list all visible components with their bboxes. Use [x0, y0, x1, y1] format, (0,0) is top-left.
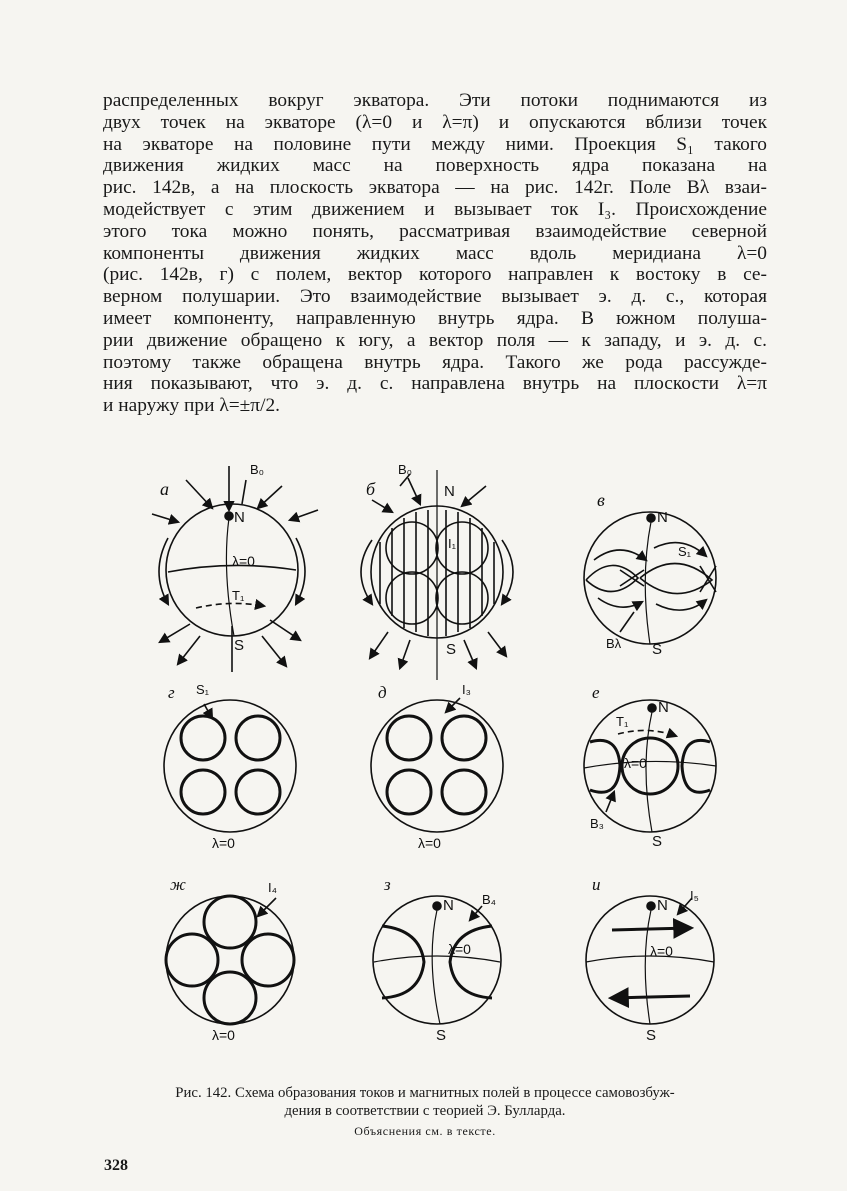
figure-caption — [80, 1084, 770, 1140]
figure-142 — [0, 445, 847, 1075]
panel-label-z: з — [384, 875, 391, 894]
label-lambda: λ=0 — [624, 755, 647, 771]
caption-line: дения в соответствии с теорией Э. Булларда. — [284, 1103, 566, 1119]
label-north: N — [444, 483, 455, 500]
label-i4: I₄ — [268, 880, 277, 895]
text-line: рис. 142в, а на плоскость экватора — на рис. 142г. Поле Bλ взаи- — [103, 177, 767, 199]
panel-label-g: г — [168, 683, 175, 702]
label-lambda: λ=0 — [448, 941, 471, 957]
label-south: S — [234, 637, 245, 654]
panel-label-zh: ж — [170, 875, 186, 894]
text-line: верном полушарии. Это взаимодействие вызывает э. д. с., которая — [103, 286, 767, 308]
panel-label-e: е — [592, 683, 600, 702]
label-north: N — [443, 897, 454, 914]
text-line: модействует с этим движением и вызывает ток I₃. Происхождение — [103, 198, 767, 220]
label-south: S — [652, 641, 663, 658]
text-line: (рис. 142в, г) с полем, вектор которого направлен к востоку в се- — [103, 264, 767, 286]
label-north: N — [658, 699, 669, 716]
text-line: компоненты движения жидких масс вдоль меридиана λ=0 — [103, 242, 767, 264]
page-number: 328 — [104, 1157, 128, 1174]
label-lambda: λ=0 — [232, 553, 255, 569]
label-s1: S₁ — [196, 682, 210, 697]
text-line: распределенных вокруг экватора. Эти потоки поднимаются из — [103, 90, 767, 111]
label-t1: T₁ — [232, 588, 245, 603]
panel-g — [164, 700, 296, 832]
panel-b — [361, 470, 513, 680]
text-line: на экваторе на половине пути между ними. Проекция S₁ такого — [103, 133, 767, 155]
label-b4: B₄ — [482, 892, 496, 907]
label-t1: T₁ — [616, 714, 629, 729]
label-s1: S₁ — [678, 544, 692, 559]
label-b0: B₀ — [250, 462, 265, 477]
label-i5: I₅ — [690, 888, 699, 903]
label-north: N — [657, 509, 668, 526]
label-lambda: λ=0 — [418, 835, 441, 851]
text-line: рии движение обращено к югу, а вектор поля — к западу, и э. д. с. — [103, 329, 767, 351]
panel-e — [584, 700, 716, 832]
label-north: N — [234, 509, 245, 526]
body-text — [103, 90, 767, 417]
panel-zh — [166, 896, 294, 1024]
caption-note: Объяснения см. в тексте. — [354, 1124, 496, 1138]
label-b0: B₀ — [398, 462, 413, 477]
label-lambda: λ=0 — [650, 943, 673, 959]
caption-line: Рис. 142. Схема образования токов и магнитных полей в процессе самовозбуж- — [175, 1085, 675, 1101]
panel-d — [371, 698, 503, 832]
text-line: имеет компоненту, направленную внутрь ядра. В южном полуша- — [103, 307, 767, 329]
label-south: S — [436, 1027, 447, 1044]
label-i3: I₃ — [462, 682, 471, 697]
panel-v — [584, 512, 716, 644]
text-line: и наружу при λ=±π/2. — [103, 395, 281, 417]
text-line: движения жидких масс на поверхность ядра показана на — [103, 155, 767, 177]
label-b3: B₃ — [590, 816, 604, 831]
label-lambda: λ=0 — [212, 1027, 235, 1043]
label-south: S — [446, 641, 457, 658]
label-south: S — [652, 833, 663, 850]
panel-label-a: а — [160, 479, 169, 499]
panel-label-d: д — [378, 683, 387, 702]
label-north: N — [657, 897, 668, 914]
text-line: этого тока можно понять, рассматривая взаимодействие северной — [103, 220, 767, 242]
panel-z — [373, 896, 501, 1024]
panel-i — [586, 896, 714, 1024]
panel-label-v: в — [597, 490, 605, 510]
label-b-lambda: Bλ — [606, 636, 622, 651]
text-line: поэтому также обращена внутрь ядра. Такого же рода рассужде- — [103, 351, 767, 373]
label-south: S — [646, 1027, 657, 1044]
text-line: двух точек на экваторе (λ=0 и λ=π) и опускаются вблизи точек — [103, 111, 767, 133]
panel-label-b: б — [366, 479, 376, 499]
label-lambda: λ=0 — [212, 835, 235, 851]
label-i1: I₁ — [448, 536, 456, 551]
panel-label-i: и — [592, 875, 601, 894]
text-line: ния показывают, что э. д. с. направлена внутрь на плоскости λ=π — [103, 373, 767, 395]
